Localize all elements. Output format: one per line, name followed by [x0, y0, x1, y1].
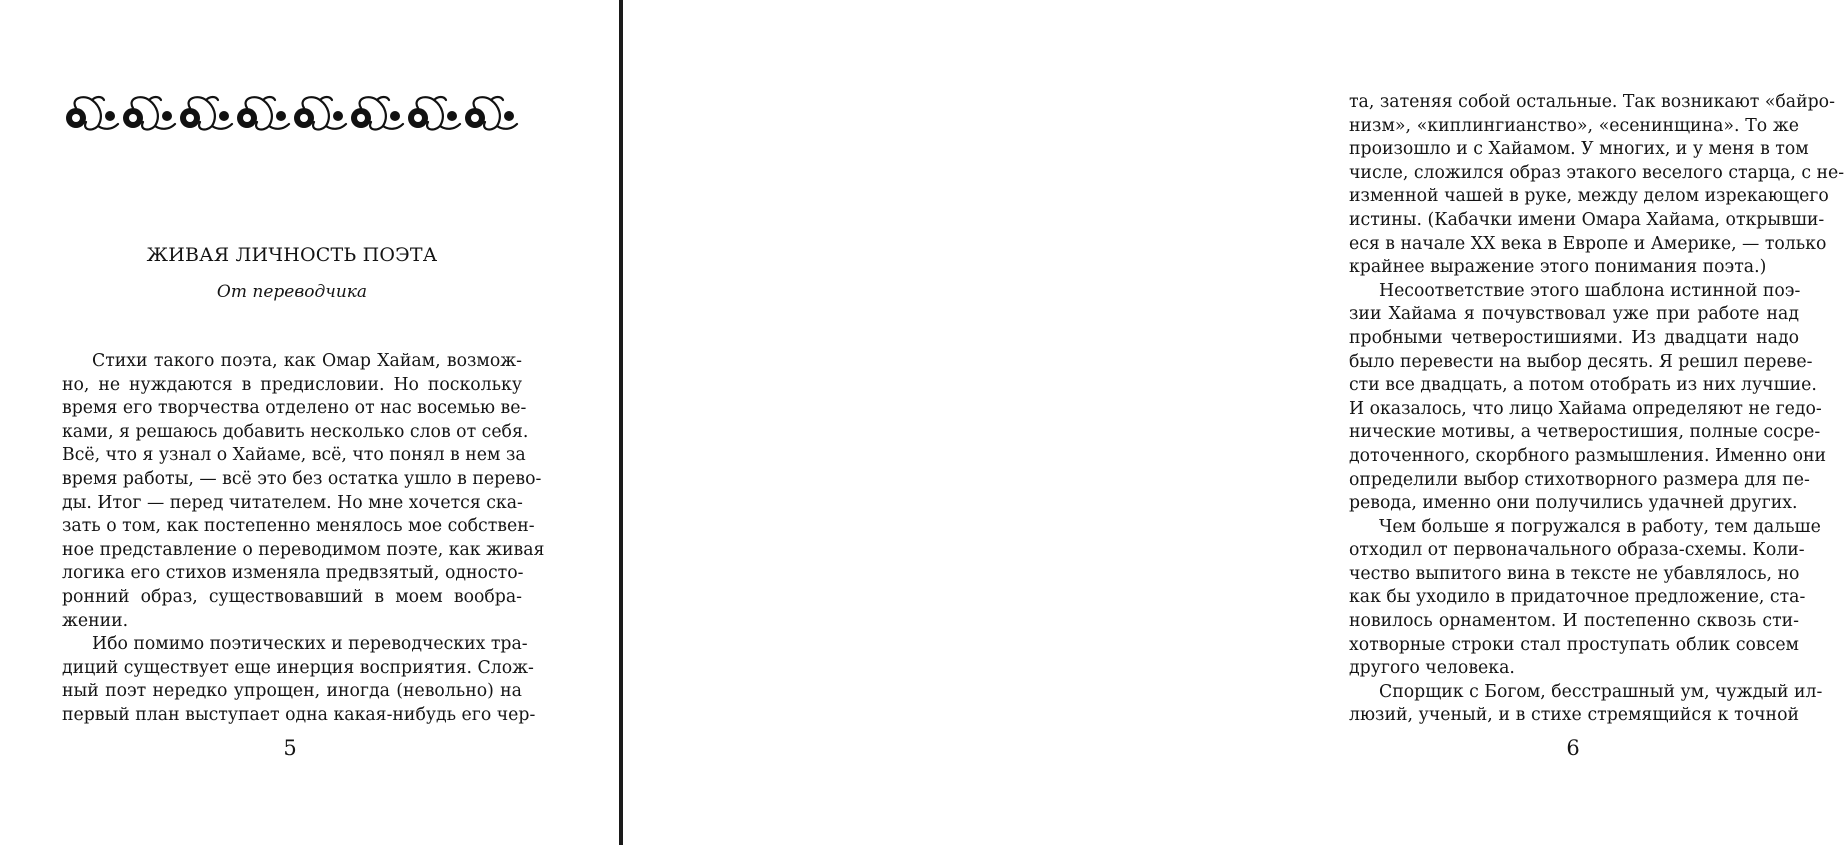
text-line: жении.: [62, 610, 129, 631]
text-line: было перевести на выбор десять. Я решил переве-: [1349, 351, 1813, 372]
chapter-subtitle: От переводчика: [216, 282, 368, 302]
right-page: [623, 0, 1844, 845]
text-line: та, затеняя собой остальные. Так возникают «байро-: [1349, 92, 1835, 112]
text-line: логика его стихов изменяла предвзятый, односто-: [62, 563, 524, 584]
text-line: чество выпитого вина в тексте не убавлялось, но: [1349, 563, 1800, 584]
text-line: Чем больше я погружался в работу, тем дальше: [1379, 516, 1821, 537]
text-line: новилось орнаментом. И постепенно сквозь сти-: [1349, 611, 1799, 632]
text-line: ревода, именно они получились удачней других.: [1349, 493, 1798, 514]
text-line: истины. (Кабачки имени Омара Хайама, открывши-: [1349, 209, 1825, 230]
text-line: Спорщик с Богом, бесстрашный ум, чуждый ил-: [1379, 681, 1823, 702]
text-line: ды. Итог — перед читателем. Но мне хочется ска-: [62, 492, 523, 513]
text-line: сти все двадцать, а потом отобрать из них лучшие.: [1349, 375, 1817, 396]
text-line: время работы, — всё это без остатка ушло в перево-: [62, 468, 542, 489]
text-line: числе, сложился образ этакого веселого старца, с не-: [1349, 162, 1844, 183]
text-line: зии Хайама я почувствовал уже при работе над: [1349, 304, 1799, 325]
text-line: первый план выступает одна какая-нибудь его чер-: [62, 704, 536, 725]
text-line: люзий, ученый, и в стихе стремящийся к точной: [1349, 705, 1799, 726]
text-line: И оказалось, что лицо Хайама определяют не гедо-: [1349, 398, 1822, 419]
chapter-title: ЖИВАЯ ЛИЧНОСТЬ ПОЭТА: [146, 244, 438, 266]
text-line: другого человека.: [1349, 658, 1515, 679]
page-number: 6: [1566, 736, 1580, 760]
text-line: еся в начале XX века в Европе и Америке, — только: [1349, 233, 1827, 254]
left-page-text: [62, 350, 545, 728]
text-line: изменной чашей в руке, между делом изрекающего: [1349, 186, 1829, 207]
text-line: ками, я решаюсь добавить несколько слов от себя.: [62, 421, 529, 442]
text-line: крайнее выражение этого понимания поэта.): [1349, 257, 1767, 278]
text-line: зать о том, как постепенно менялось мое собствен-: [62, 516, 535, 537]
page-number: 5: [283, 736, 297, 760]
text-line: нические мотивы, а четверостишия, полные сосре-: [1349, 422, 1821, 443]
text-line: отходил от первоначального образа-схемы. Коли-: [1349, 540, 1805, 561]
text-line: время его творчества отделено от нас восемью ве-: [62, 398, 527, 419]
text-line: ный поэт нередко упрощен, иногда (невольно) на: [62, 681, 522, 702]
text-line: как бы уходило в придаточное предложение, ста-: [1349, 587, 1806, 608]
text-line: хотворные строки стал проступать облик совсем: [1349, 634, 1799, 655]
right-page-text: [1349, 91, 1844, 728]
text-line: произошло и с Хайамом. У многих, и у меня в том: [1349, 139, 1809, 160]
text-line: пробными четверостишиями. Из двадцати надо: [1349, 327, 1799, 348]
text-line: Несоответствие этого шаблона истинной поэ-: [1379, 280, 1801, 301]
text-line: низм», «киплингианство», «есенинщина». То же: [1349, 115, 1799, 136]
text-line: ронний образ, существовавший в моем вообра-: [62, 586, 522, 607]
text-line: диций существует еще инерция восприятия. Слож-: [62, 657, 534, 678]
text-line: доточенного, скорбного размышления. Именно они: [1349, 445, 1827, 466]
decorative-ornament-border: [62, 92, 522, 134]
text-line: определили выбор стихотворного размера для пе-: [1349, 469, 1810, 490]
left-page: [0, 0, 619, 845]
text-line: Стихи такого поэта, как Омар Хайам, возмож-: [92, 351, 522, 371]
text-line: Всё, что я узнал о Хайаме, всё, что понял в нем за: [62, 445, 526, 466]
text-line: Ибо помимо поэтических и переводческих тра-: [92, 634, 528, 655]
text-line: но, не нуждаются в предисловии. Но поскольку: [62, 374, 522, 395]
text-line: ное представление о переводимом поэте, как живая: [62, 539, 545, 560]
